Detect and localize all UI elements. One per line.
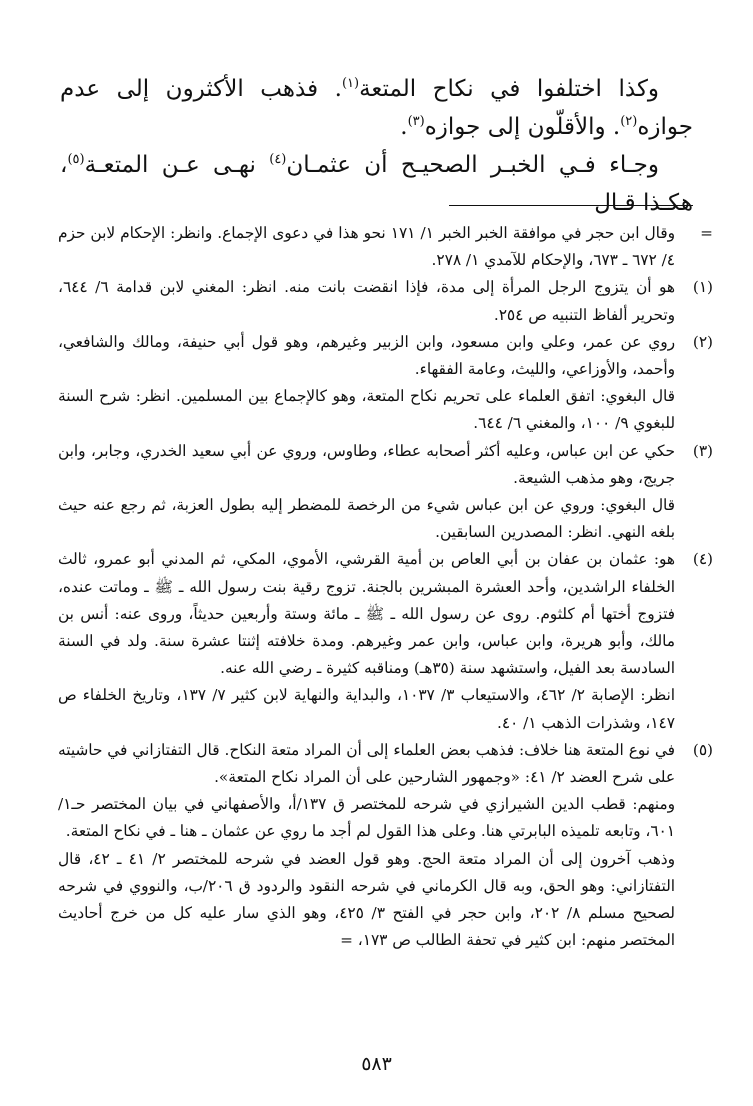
- text-segment: وكذا اختلفوا في نكاح المتعة: [359, 76, 659, 102]
- text-segment: وجـاء فـي الخبـر الصحيـح أن عثمـان: [286, 152, 659, 178]
- footnote-paragraph: انظر: الإصابة ٢/ ٤٦٢، والاستيعاب ٣/ ١٠٣٧، والبداية والنهاية لابن كثير ٧/ ١٣٧، وتاريخ الخلفاء ص ١٤٧، وشذرات الذهب ١/ ٤٠.: [58, 686, 675, 732]
- footnote-paragraph: وقال ابن حجر في موافقة الخبر الخبر ١/ ١٧١ نحو هذا في دعوى الإجماع. وانظر: الإحكام لابن حزم ٤/ ٦٧٢ ـ ٦٧٣، والإحكام للآمدي ١/ ٢٧٨.: [58, 224, 675, 270]
- footnote-ref-5[interactable]: (٥): [67, 152, 85, 167]
- footnote: [58, 438, 713, 547]
- text-segment: .: [400, 114, 408, 140]
- footnote: [58, 546, 713, 736]
- footnote-paragraph: هو أن يتزوج الرجل المرأة إلى مدة، فإذا انقضت بانت منه. انظر: المغني لابن قدامة ٦/ ٦٤٤، وتحرير ألفاظ التنبيه ص ٢٥٤.: [58, 278, 675, 324]
- footnote-paragraph: وذهب آخرون إلى أن المراد متعة الحج. وهو قول العضد في شرحه للمختصر ٢/ ٤١ ـ ٤٢، قال التفتازاني: وهو الحق، وبه قال الكرماني في شرحه النقود والردود ق ٢٠٦/ب، والنووي في شرحه لصحيح مسلم ٨/ ٢٠٢، وابن حجر في الفتح ٣/ ٤٢٥، وهو الذي سار عليه كل من خرج أحاديث المختصر منهم: ابن كثير في تحفة الطالب ص ١٧٣، =: [58, 849, 675, 950]
- page-number: ٥٨٣: [361, 1053, 392, 1075]
- footnote-paragraph: قال البغوي: وروي عن ابن عباس شيء من الرخصة للمضطر إليه بطول العزبة، ثم رجع عنه حيث بلغه النهي. انظر: المصدرين السابقين.: [58, 496, 675, 542]
- footnote-paragraph: هو: عثمان بن عفان بن أبي العاص بن أمية القرشي، الأموي، المكي، ثم المدني أبو عمرو، ثالث الخلفاء الراشدين، وأحد العشرة المبشرين بالجنة. تزوج رقية بنت رسول الله ـ ﷺ ـ وماتت عنده، فتزوج أختها أم كلثوم. روى عن رسول الله ـ ﷺ ـ مائة وستة وأربعين حديثاً، وروى عنه: أنس بن مالك، وأبو هريرة، وابن عباس، وابن عمر وغيرهم. ومدة خلافته إثنتا عشرة سنة. ولد في السنة السادسة بعد الفيل، واستشهد سنة (٣٥هـ) ومناقبه كثيرة ـ رضي الله عنه.: [58, 550, 675, 678]
- footnote: [58, 274, 713, 328]
- footnote: [58, 220, 713, 274]
- footnote-number: (٤): [692, 550, 713, 569]
- text-segment: . والأقلّون إلى جوازه: [424, 114, 621, 140]
- footnote-number: =: [700, 224, 713, 242]
- text-segment: نهـى عـن المتعـة: [84, 152, 270, 178]
- footnote-paragraph: قال البغوي: اتفق العلماء على تحريم نكاح المتعة، وهو كالإجماع بين المسلمين. انظر: شرح السنة للبغوي ٩/ ١٠٠، والمغني ٦/ ٦٤٤.: [58, 387, 675, 433]
- footnote: [58, 737, 713, 955]
- footnote-ref-2[interactable]: (٢): [620, 114, 638, 129]
- footnote-paragraph: روي عن عمر، وعلي وابن مسعود، وابن الزبير وغيرهم، وهو قول أبي حنيفة، ومالك والشافعي، وأحمد، والأوزاعي، والليث، وعامة الفقهاء.: [58, 332, 675, 379]
- footnote-number: (٢): [692, 332, 713, 351]
- footnote-ref-1[interactable]: (١): [341, 76, 360, 91]
- main-paragraph-2: [60, 146, 693, 222]
- footnote-ref-4[interactable]: (٤): [269, 152, 287, 167]
- text-segment: . فذهب الأكثرون إلى عدم جوازه: [60, 76, 693, 140]
- footnote-separator: [449, 205, 693, 206]
- footnote-number: (٥): [692, 740, 713, 759]
- footnote-number: (١): [692, 278, 713, 297]
- footnote-paragraph: ومنهم: قطب الدين الشيرازي في شرحه للمختصر ق ١٣٧/أ، والأصفهاني في بيان المختصر حـ١/ ٦٠١، وتابعه تلميذه البابرتي هنا. وعلى هذا القول لم أجد ما روي عن عثمان ـ هنا ـ في نكاح المتعة.: [58, 795, 675, 841]
- main-paragraph-1: [60, 70, 693, 146]
- footnote: [58, 329, 713, 438]
- text-segment: ، هكـذا قـال: [60, 152, 693, 216]
- footnote-paragraph: حكي عن ابن عباس، وعليه أكثر أصحابه عطاء، وطاوس، وروي عن أبي سعيد الخدري، وجابر، وابن جريج، وهو مذهب الشيعة.: [58, 441, 675, 487]
- footnote-number: (٣): [692, 441, 713, 460]
- footnote-paragraph: في نوع المتعة هنا خلاف: فذهب بعض العلماء إلى أن المراد متعة النكاح. قال التفتازاني في حاشيته على شرح العضد ٢/ ٤١: «وجمهور الشارحين على أن المراد نكاح المتعة».: [58, 740, 675, 787]
- footnotes: [58, 220, 713, 954]
- main-text: [60, 70, 693, 222]
- footnote-ref-3[interactable]: (٣): [407, 114, 425, 129]
